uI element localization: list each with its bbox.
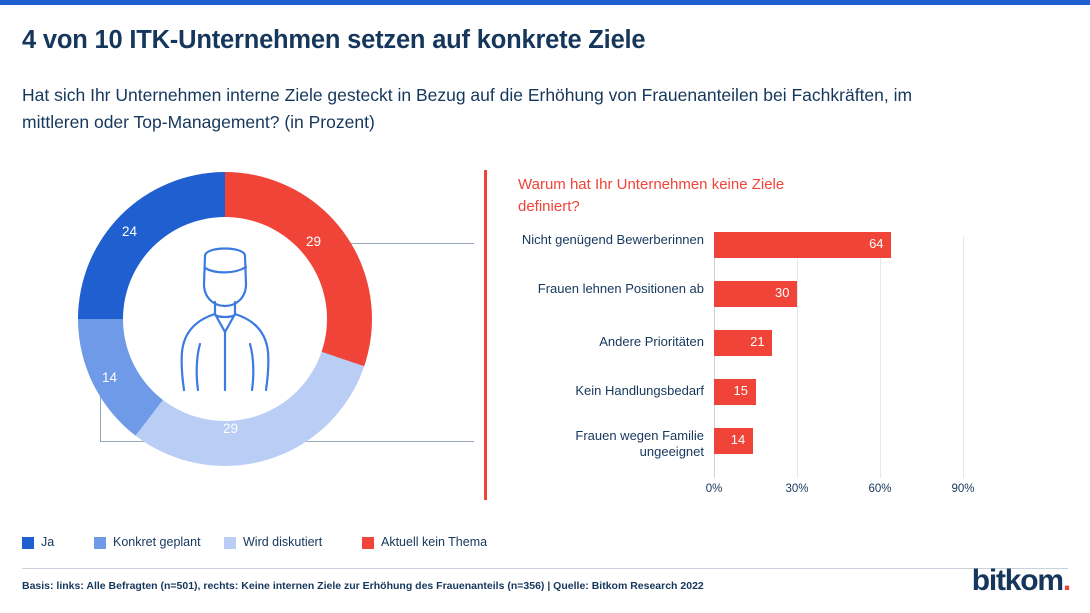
- bitkom-logo: [972, 564, 1070, 598]
- bar-row: [518, 232, 1058, 276]
- page-title: 4 von 10 ITK-Unternehmen setzen auf konkrete Ziele: [22, 26, 646, 54]
- bar-row: [518, 330, 1058, 374]
- bar-track: [714, 379, 963, 405]
- bar-row: [518, 428, 1058, 472]
- legend-label: Ja: [41, 535, 55, 549]
- bar-track: [714, 330, 963, 356]
- bar-category-label: Frauen wegen Familie ungeeignet: [575, 428, 704, 459]
- section-divider: [484, 170, 487, 500]
- bar-list: [518, 232, 1058, 482]
- legend-swatch: [362, 537, 374, 549]
- axis-tick-60: 60%: [868, 483, 892, 495]
- legend-swatch: [94, 537, 106, 549]
- logo-dot: .: [1062, 564, 1070, 597]
- donut-value-konkret-geplant: 14: [102, 370, 118, 385]
- legend-label: Aktuell kein Thema: [381, 535, 488, 549]
- bar-category-label: Frauen lehnen Positionen ab: [537, 281, 704, 296]
- bar-value-label: 64: [869, 236, 884, 251]
- axis-tick-90: 90%: [951, 483, 975, 495]
- bar-row: [518, 281, 1058, 325]
- bar-track: [714, 428, 963, 454]
- bar-category-label: Andere Prioritäten: [599, 334, 704, 349]
- legend-swatch: [224, 537, 236, 549]
- axis-tick-30: 30%: [785, 483, 809, 495]
- page-subtitle: Hat sich Ihr Unternehmen interne Ziele gesteckt in Bezug auf die Erhöhung von Frauenanteilen bei Fachkräften, im mittleren oder Top-Management? (in Prozent): [22, 85, 913, 132]
- bar-row: [518, 379, 1058, 423]
- logo-text: bitkom: [971, 564, 1063, 597]
- donut-chart: [78, 172, 372, 466]
- footer-rule: [22, 568, 1068, 569]
- axis-tick-0: 0%: [705, 483, 723, 495]
- legend-label: Wird diskutiert: [243, 535, 323, 549]
- woman-icon: [160, 240, 290, 400]
- bar-value-label: 15: [733, 383, 748, 398]
- bar-value-label: 21: [750, 334, 765, 349]
- bar-chart-title: Warum hat Ihr Unternehmen keine Ziele definiert?: [518, 176, 785, 215]
- bar-category-label: Nicht genügend Bewerberinnen: [521, 232, 704, 247]
- donut-value-ja: 24: [122, 224, 138, 239]
- top-accent-rule: [0, 0, 1090, 5]
- bar-category-label: Kein Handlungsbedarf: [575, 383, 704, 398]
- legend-label: Konkret geplant: [113, 535, 201, 549]
- legend-swatch: [22, 537, 34, 549]
- bar-track: [714, 232, 963, 258]
- donut-value-aktuell-kein-thema: 29: [306, 234, 322, 249]
- bar-fill: [714, 232, 891, 258]
- bar-value-label: 30: [775, 285, 790, 300]
- donut-value-wird-diskutiert: 29: [223, 421, 239, 436]
- bar-value-label: 14: [730, 432, 746, 447]
- bar-track: [714, 281, 963, 307]
- source-note: Basis: links: Alle Befragten (n=501), rechts: Keine internen Ziele zur Erhöhung des Frauenanteils (n=356) | Quelle: Bitkom Research 2022: [22, 580, 704, 592]
